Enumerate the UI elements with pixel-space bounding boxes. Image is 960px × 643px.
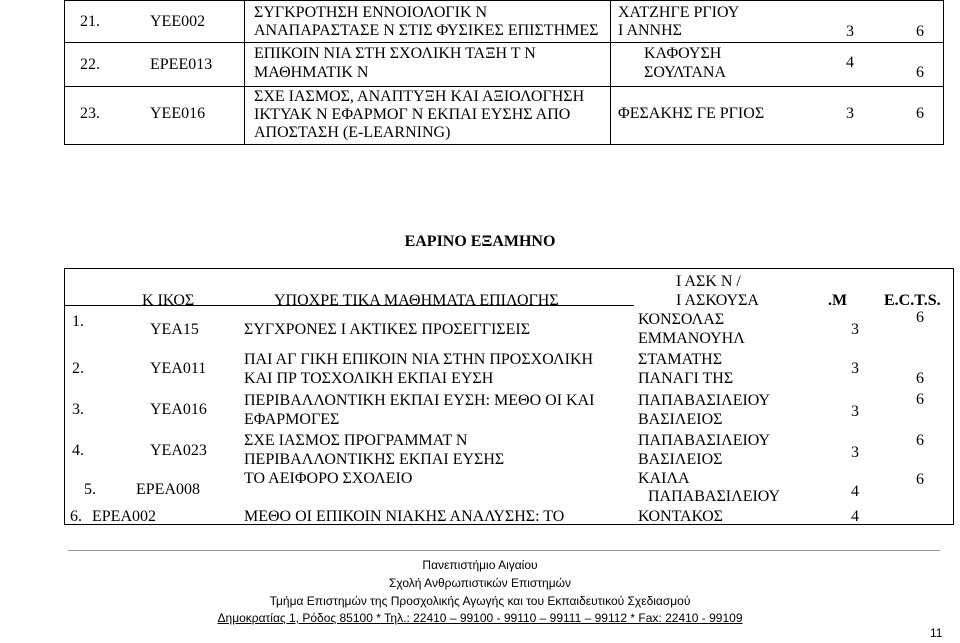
course-code: ΥΕΑ016 <box>150 401 207 418</box>
ects-value: 6 <box>916 105 924 122</box>
hours-value: 4 <box>846 54 854 71</box>
row-number: 2. <box>72 360 84 377</box>
ects-value: 6 <box>916 432 924 449</box>
course-code: ΥΕΑ15 <box>150 321 199 338</box>
top-course-table <box>64 0 944 145</box>
teacher-line: ΧΑΤΖΗΓΕ ΡΓΙΟΥ <box>618 4 740 21</box>
course-title-line: ΣΥΓΧΡΟΝΕΣ Ι ΑΚΤΙΚΕΣ ΠΡΟΣΕΓΓΙΣΕΙΣ <box>244 321 531 338</box>
teacher-line: Ι ΑΝΝΗΣ <box>618 22 682 39</box>
teacher-line: ΠΑΠΑΒΑΣΙΛΕΙΟΥ <box>648 488 781 505</box>
header-code: Κ ΙΚΟΣ <box>142 292 195 309</box>
course-title-line: ΤΟ ΑΕΙΦΟΡΟ ΣΧΟΛΕΙΟ <box>244 470 413 487</box>
course-title-line: ΑΝΑΠΑΡΑΣΤΑΣΕ Ν ΣΤΙΣ ΦΥΣΙΚΕΣ ΕΠΙΣΤΗΜΕΣ <box>254 22 599 39</box>
semester-title: ΕΑΡΙΝΟ ΕΞΑΜΗΝΟ <box>404 233 556 250</box>
footer-department: Τμήμα Επιστημών της Προσχολικής Αγωγής και του Εκπαιδευτικού Σχεδιασμού <box>269 594 691 608</box>
course-title-line: ΣΧΕ ΙΑΣΜΟΣ ΠΡΟΓΡΑΜΜΑΤ Ν <box>244 432 468 449</box>
course-code: ΕΡΕΕ013 <box>150 56 213 73</box>
teacher-line: ΦΕΣΑΚΗΣ ΓΕ ΡΓΙΟΣ <box>618 105 765 122</box>
hours-value: 3 <box>851 444 859 461</box>
course-title-line: ΙΚΤΥΑΚ Ν ΕΦΑΡΜΟΓ Ν ΕΚΠΑΙ ΕΥΣΗΣ ΑΠΟ <box>254 106 571 123</box>
course-title-line: ΜΕΘΟ ΟΙ ΕΠΙΚΟΙΝ ΝΙΑΚΗΣ ΑΝΑΛΥΣΗΣ: ΤΟ <box>244 508 565 525</box>
row-number: 6. <box>70 508 82 525</box>
row-number: 23. <box>80 105 100 122</box>
course-title-line: ΠΑΙ ΑΓ ΓΙΚΗ ΕΠΙΚΟΙΝ ΝΙΑ ΣΤΗΝ ΠΡΟΣΧΟΛΙΚΗ <box>244 351 594 368</box>
hours-value: 3 <box>851 360 859 377</box>
course-title-line: ΣΥΓΚΡΟΤΗΣΗ ΕΝΝΟΙΟΛΟΓΙΚ Ν <box>254 4 488 21</box>
ects-value: 6 <box>916 471 924 488</box>
teacher-line: ΠΑΠΑΒΑΣΙΛΕΙΟΥ <box>638 432 771 449</box>
teacher-line: ΒΑΣΙΛΕΙΟΣ <box>638 411 723 428</box>
hours-value: 3 <box>851 403 859 420</box>
course-title-line: ΠΕΡΙΒΑΛΛΟΝΤΙΚΗΣ ΕΚΠΑΙ ΕΥΣΗΣ <box>244 451 505 468</box>
page-number: 11 <box>930 626 943 640</box>
course-code: ΕΡΕΑ008 <box>136 481 200 498</box>
ects-value: 6 <box>916 370 924 387</box>
row-number: 5. <box>84 481 96 498</box>
hours-value: 3 <box>846 105 854 122</box>
spring-course-table <box>64 268 954 525</box>
teacher-line: ΚΑΦΟΥΣΗ <box>644 45 722 62</box>
ects-value: 6 <box>916 64 924 81</box>
footer-address: Δημοκρατίας 1, Ρόδος 85100 * Τηλ.: 22410 – 99100 - 99110 – 99111 – 99112 * Fax: 22410 - 99109 <box>217 611 743 625</box>
ects-value: 6 <box>916 23 924 40</box>
course-code: ΥΕΑ011 <box>150 360 207 377</box>
header-teacher-line: Ι ΑΣΚΟΥΣΑ <box>676 292 759 309</box>
course-title-line: ΠΕΡΙΒΑΛΛΟΝΤΙΚΗ ΕΚΠΑΙ ΕΥΣΗ: ΜΕΘΟ ΟΙ ΚΑΙ <box>244 392 595 409</box>
row-number: 1. <box>72 313 84 330</box>
teacher-line: ΚΟΝΤΑΚΟΣ <box>638 508 723 525</box>
course-code: ΥΕΕ016 <box>150 105 206 122</box>
course-code: ΕΡΕΑ002 <box>92 508 156 525</box>
teacher-line: ΠΑΠΑΒΑΣΙΛΕΙΟΥ <box>638 392 771 409</box>
teacher-line: ΕΜΜΑΝΟΥΗΛ <box>638 330 745 347</box>
course-title-line: ΕΠΙΚΟΙΝ ΝΙΑ ΣΤΗ ΣΧΟΛΙΚΗ ΤΑΞΗ Τ Ν <box>254 45 536 62</box>
footer-university: Πανεπιστήμιο Αιγαίου <box>422 558 538 572</box>
header-ects: E.C.T.S. <box>884 292 941 309</box>
footer-school: Σχολή Ανθρωπιστικών Επιστημών <box>388 576 572 590</box>
teacher-line: ΚΑΙΛΑ <box>638 470 690 487</box>
course-title-line: ΑΠΟΣΤΑΣΗ (E-LEARNING) <box>254 124 451 141</box>
row-number: 22. <box>80 56 100 73</box>
row-number: 4. <box>72 442 84 459</box>
teacher-line: ΠΑΝΑΓΙ ΤΗΣ <box>638 370 734 387</box>
ects-value: 6 <box>916 391 924 408</box>
row-number: 21. <box>80 13 100 30</box>
course-code: ΥΕΕ002 <box>150 13 206 30</box>
hours-value: 4 <box>851 483 859 500</box>
course-title-line: ΚΑΙ ΠΡ ΤΟΣΧΟΛΙΚΗ ΕΚΠΑΙ ΕΥΣΗ <box>244 370 494 387</box>
course-code: ΥΕΑ023 <box>150 442 207 459</box>
header-title: ΥΠΟΧΡΕ ΤΙΚΑ ΜΑΘΗΜΑΤΑ ΕΠΙΛΟΓΗΣ <box>274 292 559 309</box>
course-title-line: ΜΑΘΗΜΑΤΙΚ Ν <box>254 64 369 81</box>
header-hours: .Μ <box>828 292 848 309</box>
course-title-line: ΕΦΑΡΜΟΓΕΣ <box>244 411 340 428</box>
teacher-line: ΒΑΣΙΛΕΙΟΣ <box>638 451 723 468</box>
teacher-line: ΣΤΑΜΑΤΗΣ <box>638 351 723 368</box>
teacher-line: ΚΟΝΣΟΛΑΣ <box>638 311 725 328</box>
header-teacher-line: Ι ΑΣΚ Ν / <box>676 273 741 290</box>
footer-rule <box>68 550 940 551</box>
hours-value: 3 <box>846 23 854 40</box>
teacher-line: ΣΟΥΛΤΑΝΑ <box>644 64 726 81</box>
hours-value: 3 <box>851 321 859 338</box>
ects-value: 6 <box>916 309 924 326</box>
course-title-line: ΣΧΕ ΙΑΣΜΟΣ, ΑΝΑΠΤΥΞΗ ΚΑΙ ΑΞΙΟΛΟΓΗΣΗ <box>254 88 585 105</box>
hours-value: 4 <box>851 508 859 525</box>
row-number: 3. <box>72 401 84 418</box>
